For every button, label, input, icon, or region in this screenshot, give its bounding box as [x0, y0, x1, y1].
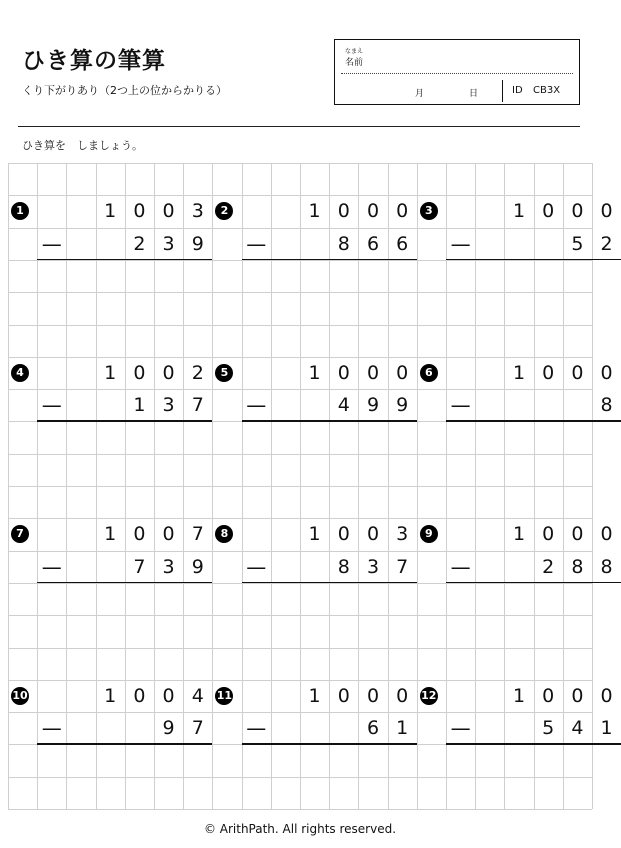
- answer-line: [446, 743, 621, 745]
- subtrahend-digit: 3: [162, 555, 175, 578]
- minuend-digit: 0: [133, 200, 146, 223]
- minuend-digit: 0: [542, 523, 555, 546]
- minuend-digit: 0: [542, 684, 555, 707]
- problem-number-badge: 7: [11, 525, 29, 543]
- answer-line: [446, 582, 621, 584]
- subtrahend-digit: 6: [366, 717, 380, 740]
- answer-line: [446, 420, 621, 422]
- minuend-digit: 0: [133, 361, 146, 384]
- minuend-digit: 1: [512, 361, 526, 384]
- minuend-digit: 2: [191, 361, 204, 384]
- problem-number-badge: 8: [215, 525, 233, 543]
- minuend-digit: 0: [542, 200, 555, 223]
- minuend-digit: 0: [542, 361, 555, 384]
- minuend-digit: 0: [133, 523, 146, 546]
- header-divider: [18, 126, 580, 127]
- minus-sign: —: [41, 231, 62, 256]
- grid-line: [8, 777, 592, 778]
- minus-sign: —: [246, 716, 267, 741]
- subtrahend-digit: 4: [571, 717, 584, 740]
- subtrahend-digit: 1: [396, 717, 409, 740]
- subtrahend-digit: 9: [162, 717, 175, 740]
- subtrahend-digit: 5: [542, 717, 555, 740]
- problem-number-badge: 2: [215, 202, 233, 220]
- subtrahend-digit: 3: [162, 394, 175, 417]
- problem-number-badge: 3: [420, 202, 438, 220]
- subtrahend-digit: 1: [600, 717, 613, 740]
- subtrahend-digit: 9: [191, 232, 204, 255]
- minuend-digit: 1: [308, 200, 321, 223]
- minuend-digit: 0: [600, 523, 613, 546]
- minuend-digit: 0: [337, 684, 350, 707]
- instruction-text: ひき算を しましょう。: [22, 139, 143, 152]
- minus-sign: —: [41, 393, 62, 418]
- problem-number-badge: 12: [420, 687, 438, 705]
- minuend-digit: 0: [162, 361, 175, 384]
- minuend-digit: 0: [162, 200, 175, 223]
- day-label: 日: [469, 89, 479, 99]
- minuend-digit: 0: [396, 684, 409, 707]
- subtrahend-digit: 4: [337, 394, 350, 417]
- problem-number-badge: 10: [11, 687, 29, 705]
- id-value: CB3X: [533, 85, 561, 96]
- subtrahend-digit: 7: [191, 394, 204, 417]
- minuend-digit: 0: [162, 684, 175, 707]
- minuend-digit: 0: [162, 523, 175, 546]
- minus-sign: —: [41, 716, 62, 741]
- minuend-digit: 0: [396, 200, 409, 223]
- minus-sign: —: [450, 554, 471, 579]
- minuend-digit: 0: [133, 684, 146, 707]
- minuend-digit: 1: [308, 523, 321, 546]
- name-dotted-line: [341, 73, 573, 74]
- minuend-digit: 0: [396, 361, 409, 384]
- minuend-digit: 1: [104, 523, 117, 546]
- minuend-digit: 0: [366, 200, 380, 223]
- answer-line: [37, 582, 212, 584]
- minuend-digit: 1: [104, 361, 117, 384]
- subtrahend-digit: 9: [191, 555, 204, 578]
- subtrahend-digit: 2: [600, 232, 613, 255]
- minus-sign: —: [450, 231, 471, 256]
- subtrahend-digit: 6: [396, 232, 409, 255]
- minus-sign: —: [450, 716, 471, 741]
- copyright-footer: © ArithPath. All rights reserved.: [203, 822, 397, 836]
- subtrahend-digit: 8: [337, 555, 350, 578]
- minuend-digit: 0: [600, 684, 613, 707]
- minuend-digit: 7: [191, 523, 204, 546]
- worksheet-grid: [8, 163, 613, 809]
- minuend-digit: 1: [308, 361, 321, 384]
- subtrahend-digit: 2: [133, 232, 146, 255]
- subtrahend-digit: 7: [191, 717, 204, 740]
- subtrahend-digit: 7: [396, 555, 409, 578]
- problem-number-badge: 11: [215, 687, 233, 705]
- subtrahend-digit: 8: [600, 555, 613, 578]
- minus-sign: —: [246, 393, 267, 418]
- answer-line: [242, 582, 417, 584]
- id-label: ID: [512, 85, 523, 96]
- minus-sign: —: [41, 554, 62, 579]
- subtrahend-digit: 5: [571, 232, 584, 255]
- answer-line: [242, 743, 417, 745]
- minuend-digit: 0: [600, 200, 613, 223]
- minuend-digit: 0: [571, 523, 584, 546]
- grid-line: [8, 712, 592, 713]
- minuend-digit: 0: [337, 200, 350, 223]
- subtrahend-digit: 8: [600, 394, 613, 417]
- grid-line: [8, 809, 592, 810]
- name-furigana: なまえ: [345, 48, 364, 55]
- minuend-digit: 0: [600, 361, 613, 384]
- minuend-digit: 0: [337, 523, 350, 546]
- minuend-digit: 0: [337, 361, 350, 384]
- subtrahend-digit: 8: [571, 555, 584, 578]
- minuend-digit: 3: [191, 200, 204, 223]
- month-label: 月: [415, 89, 425, 99]
- minus-sign: —: [450, 393, 471, 418]
- subtrahend-digit: 1: [133, 394, 146, 417]
- answer-line: [242, 259, 417, 261]
- minuend-digit: 1: [104, 200, 117, 223]
- minuend-digit: 1: [308, 684, 321, 707]
- minuend-digit: 0: [571, 361, 584, 384]
- minuend-digit: 0: [571, 200, 584, 223]
- answer-line: [242, 420, 417, 422]
- page-title: ひき算の筆算: [22, 48, 166, 74]
- subtrahend-digit: 3: [162, 232, 175, 255]
- minuend-digit: 3: [396, 523, 409, 546]
- problem-number-badge: 9: [420, 525, 438, 543]
- minuend-digit: 0: [571, 684, 584, 707]
- name-box: [334, 39, 580, 105]
- minus-sign: —: [246, 231, 267, 256]
- minuend-digit: 1: [512, 200, 526, 223]
- minuend-digit: 0: [366, 684, 380, 707]
- page-subtitle: くり下がりあり（2つ上の位からかりる）: [22, 84, 227, 97]
- minuend-digit: 0: [366, 523, 380, 546]
- answer-line: [37, 259, 212, 261]
- answer-line: [446, 259, 621, 261]
- id-separator: [502, 80, 503, 102]
- name-label: 名前: [345, 58, 364, 68]
- problem-number-badge: 6: [420, 364, 438, 382]
- subtrahend-digit: 7: [133, 555, 146, 578]
- minuend-digit: 1: [512, 523, 526, 546]
- subtrahend-digit: 2: [542, 555, 555, 578]
- minus-sign: —: [246, 554, 267, 579]
- minuend-digit: 0: [366, 361, 380, 384]
- answer-line: [37, 420, 212, 422]
- minuend-digit: 1: [104, 684, 117, 707]
- answer-line: [37, 743, 212, 745]
- subtrahend-digit: 8: [337, 232, 350, 255]
- problem-number-badge: 4: [11, 364, 29, 382]
- problem-number-badge: 1: [11, 202, 29, 220]
- minuend-digit: 1: [512, 684, 526, 707]
- subtrahend-digit: 9: [396, 394, 409, 417]
- minuend-digit: 4: [191, 684, 204, 707]
- subtrahend-digit: 9: [366, 394, 380, 417]
- subtrahend-digit: 6: [366, 232, 380, 255]
- problem-number-badge: 5: [215, 364, 233, 382]
- subtrahend-digit: 3: [366, 555, 380, 578]
